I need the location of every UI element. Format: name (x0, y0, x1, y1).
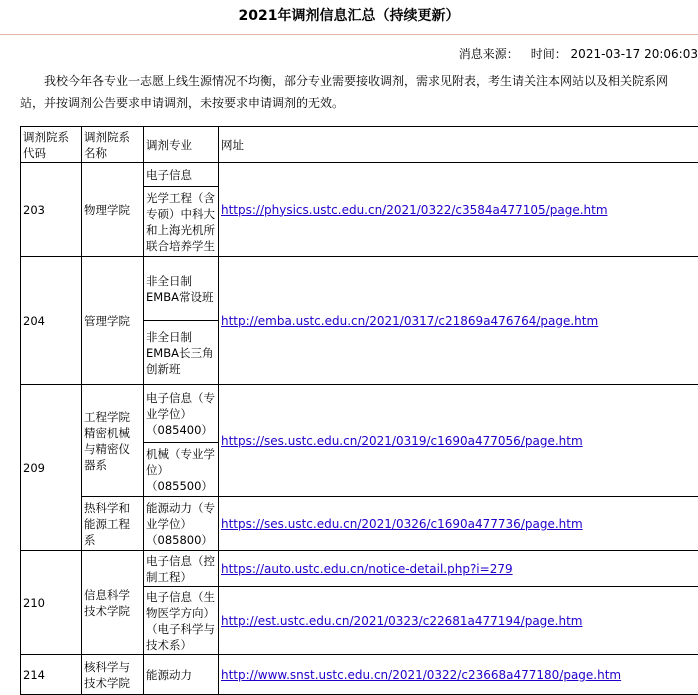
url-cell (219, 257, 698, 385)
dept-code: 204 (21, 257, 82, 385)
dept-name: 物理学院 (82, 163, 144, 257)
url-cell (219, 587, 698, 655)
link-snst[interactable]: http://www.snst.ustc.edu.cn/2021/0322/c23668a477180/page.htm (221, 667, 622, 682)
dept-name: 工程学院精密机械与精密仪器系 (82, 385, 144, 497)
major-cell: 电子信息（生物医学方向）（电子科学与技术系） (144, 587, 219, 655)
table-row (21, 163, 698, 187)
header-major: 调剂专业 (144, 127, 219, 163)
major-cell: 机械（专业学位）（085500） (144, 443, 219, 497)
dept-name: 热科学和能源工程系 (82, 497, 144, 551)
major-cell: 电子信息 (144, 163, 219, 187)
link-physics[interactable]: https://physics.ustc.edu.cn/2021/0322/c3584a477105/page.htm (221, 202, 608, 217)
major-cell: 非全日制EMBA长三角创新班 (144, 321, 219, 385)
link-ses-0326[interactable]: https://ses.ustc.edu.cn/2021/0326/c1690a477736/page.htm (221, 516, 583, 531)
url-cell (219, 497, 698, 551)
major-cell: 光学工程（含专硕）中科大和上海光机所联合培养学生 (144, 187, 219, 257)
source-label: 消息来源： (458, 47, 519, 61)
major-cell: 能源动力（专业学位）（085800） (144, 497, 219, 551)
dept-name: 信息科学技术学院 (82, 551, 144, 655)
intro-paragraph: 我校今年各专业一志愿上线生源情况不均衡，部分专业需要接收调剂，需求见附表，考生请关注本网站以及相关院系网站，并按调剂公告要求申请调剂，未按要求申请调剂的无效。 (20, 74, 669, 110)
url-cell (219, 385, 698, 497)
publish-time: 时间： 2021-03-17 20:06:03 (530, 47, 698, 61)
adjustment-table (20, 126, 698, 695)
meta-line (459, 45, 698, 62)
table-row (21, 551, 698, 587)
dept-code: 210 (21, 551, 82, 655)
header-dept: 调剂院系名称 (82, 127, 144, 163)
title-divider (0, 34, 698, 35)
major-cell: 能源动力 (144, 655, 219, 695)
major-cell: 电子信息（专业学位）（085400） (144, 385, 219, 443)
link-est[interactable]: http://est.ustc.edu.cn/2021/0323/c22681a477194/page.htm (221, 613, 583, 628)
header-code: 调剂院系代码 (21, 127, 82, 163)
url-cell (219, 551, 698, 587)
dept-code: 214 (21, 655, 82, 695)
link-emba[interactable]: http://emba.ustc.edu.cn/2021/0317/c21869a476764/page.htm (221, 313, 599, 328)
table-row (21, 385, 698, 443)
table-header-row (21, 127, 698, 163)
dept-code: 203 (21, 163, 82, 257)
dept-name: 管理学院 (82, 257, 144, 385)
major-cell: 非全日制EMBA常设班 (144, 257, 219, 321)
table-row (21, 497, 698, 551)
table-row (21, 257, 698, 321)
dept-name: 核科学与技术学院 (82, 655, 144, 695)
url-cell (219, 163, 698, 257)
dept-code: 209 (21, 385, 82, 551)
table-row (21, 655, 698, 695)
page-title: 2021年调剂信息汇总（持续更新） (238, 8, 460, 24)
link-ses-0319[interactable]: https://ses.ustc.edu.cn/2021/0319/c1690a477056/page.htm (221, 433, 583, 448)
major-cell: 电子信息（控制工程） (144, 551, 219, 587)
url-cell (219, 655, 698, 695)
header-url: 网址 (219, 127, 698, 163)
link-auto[interactable]: https://auto.ustc.edu.cn/notice-detail.php?i=279 (221, 561, 513, 576)
